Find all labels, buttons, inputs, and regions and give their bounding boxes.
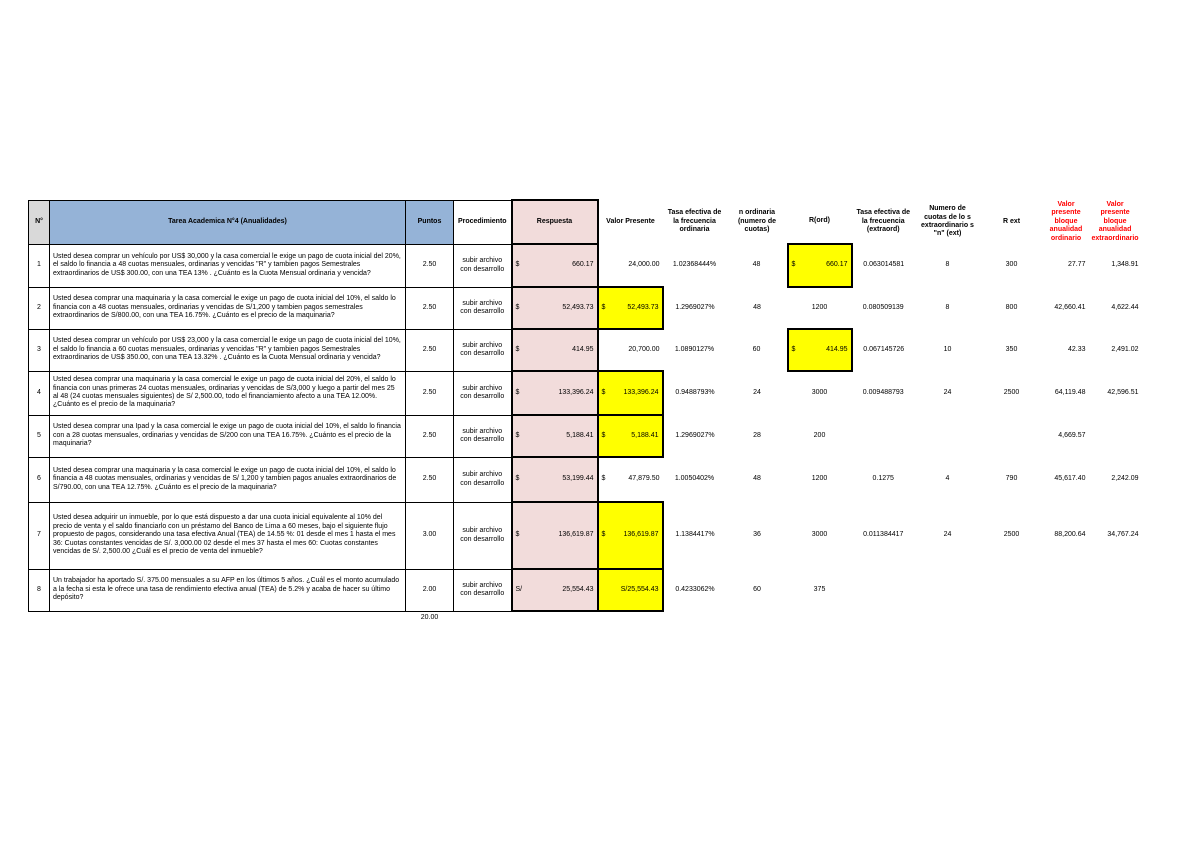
puntos-value: 2.50 [406, 371, 454, 415]
header-valor-presente: Valor Presente [606, 217, 655, 225]
valor-presente-value: 5,188.41 [631, 431, 659, 439]
respuesta-cell[interactable] [512, 329, 598, 371]
respuesta-value: 133,396.24 [558, 388, 594, 396]
table-row [29, 371, 1142, 415]
header-r-ext: R ext [1002, 217, 1021, 225]
valor-presente-value: 136,619.87 [623, 531, 659, 539]
tasa-extra-value: 0.063014581 [863, 261, 905, 269]
puntos-value: 2.50 [406, 329, 454, 371]
valor-presente-cell [598, 457, 663, 502]
r-ord-cell [788, 502, 852, 569]
currency-symbol: $ [601, 388, 606, 396]
r-ord-value: 414.95 [826, 345, 848, 353]
table-row [29, 502, 1142, 569]
header-tasa-ordinaria: Tasa efectiva de la frecuencia ordinaria [667, 209, 722, 234]
table-row [29, 287, 1142, 329]
table-row [29, 457, 1142, 502]
header-n-extra: Numero de cuotas de lo s extraordinario s "n" (ext) [921, 205, 974, 238]
r-ord-cell [788, 287, 852, 329]
row-number: 5 [29, 415, 50, 457]
currency-symbol: $ [601, 303, 606, 311]
currency-symbol: $ [791, 345, 796, 353]
tasa-extra-value: 0.080509139 [862, 303, 904, 311]
n-ordinaria-value: 48 [753, 303, 761, 311]
currency-symbol: $ [601, 475, 606, 483]
valor-presente-cell [598, 502, 663, 569]
r-ext-value: 800 [1005, 303, 1018, 311]
total-puntos: 20.00 [420, 613, 439, 621]
valor-presente-cell [598, 569, 663, 611]
r-ext-value: 2500 [1003, 531, 1020, 539]
vp-extraordinario-value: 1,348.91 [1111, 261, 1139, 269]
vp-extraordinario-value: 42,596.51 [1107, 388, 1139, 396]
currency-symbol: $ [515, 345, 520, 353]
n-ordinaria-value: 48 [752, 261, 761, 269]
n-extra-value: 24 [943, 388, 952, 396]
respuesta-cell[interactable] [512, 415, 598, 457]
vp-extraordinario-value: 34,767.24 [1107, 531, 1139, 539]
tarea-text: Usted desea comprar una maquinaria y la casa comercial le exige un pago de cuota inicial del 20%, el saldo lo financia con unas primeras 24 cuotas mensuales, ordinarias y vencidas de S/3,000 y luego a partir del mes 25 al 48 (24 cuotas mensuales siguientes) de S/ 2,500.00, todo el financiamiento afecto a una TEA 12.00%. ¿Cuánto es el precio de la maquinaria? [50, 371, 406, 415]
tasa-ordinaria-value: 1.02368444% [672, 261, 717, 269]
n-ordinaria-value: 24 [753, 388, 761, 396]
procedimiento-upload[interactable]: subir archivo con desarrollo [454, 371, 512, 415]
n-extra-value [916, 415, 980, 457]
vp-extraordinario-value [1089, 569, 1142, 611]
tarea-text: Usted desea comprar un vehículo por US$ 23,000 y la casa comercial le exige un pago de cuota inicial del 10%, el saldo lo financia a 60 cuotas mensuales, ordinarias y vencidas "R" y tambien pagos Semestrales extraordinarios de US$ 350.00, con una TEA 13.32% . ¿Cuánto es la Cuota Mensual ordinaria y vencida? [50, 329, 406, 371]
respuesta-value: 53,199.44 [562, 475, 594, 483]
header-vp-ordinario: Valor presente bloque anualidad ordinario [1049, 200, 1083, 242]
tasa-ordinaria-value: 0.4233062% [675, 585, 715, 593]
respuesta-cell[interactable] [512, 457, 598, 502]
valor-presente-cell [598, 287, 663, 329]
r-ord-cell [788, 569, 852, 611]
r-ord-value: 200 [813, 431, 826, 439]
puntos-value: 2.50 [406, 244, 454, 287]
n-extra-value: 8 [945, 261, 950, 269]
table-row [29, 244, 1142, 287]
header-puntos: Puntos [406, 200, 454, 244]
tasa-ordinaria-value: 1.2969027% [675, 431, 715, 439]
tasa-extra-value [852, 569, 916, 611]
row-number: 2 [29, 287, 50, 329]
vp-extraordinario-value: 4,622.44 [1111, 303, 1139, 311]
tasa-extra-value [852, 415, 916, 457]
header-vp-extraordinario: Valor presente bloque anualidad extraordinario [1091, 200, 1139, 242]
procedimiento-upload[interactable]: subir archivo con desarrollo [454, 569, 512, 611]
r-ext-value [980, 569, 1044, 611]
n-extra-value: 10 [943, 345, 952, 353]
r-ord-cell [788, 244, 852, 287]
n-ordinaria-value: 48 [753, 475, 761, 483]
r-ord-cell [788, 457, 852, 502]
r-ext-value [980, 415, 1044, 457]
valor-presente-value: 133,396.24 [623, 388, 659, 396]
header-n-ordinaria: n ordinaria (numero de cuotas) [737, 209, 777, 234]
tasa-extra-value: 0.011384417 [863, 531, 904, 539]
tarea-text: Usted desea comprar una Ipad y la casa comercial le exige un pago de cuota inicial del 10%, el saldo lo financia con a 28 cuotas mensuales, ordinarias y vencidas de S/200 con una TEA 16.75%. ¿Cuánto es el precio de la maquinaria? [50, 415, 406, 457]
valor-presente-cell [598, 329, 663, 371]
vp-ordinario-value: 27.77 [1067, 261, 1086, 269]
vp-ordinario-value [1044, 569, 1089, 611]
valor-presente-cell [598, 415, 663, 457]
vp-ordinario-value: 88,200.64 [1054, 531, 1086, 539]
tarea-text: Usted desea comprar una maquinaria y la casa comercial le exige un pago de cuota inicial del 10%, el saldo lo financia a 48 cuotas mensuales, ordinarias y vencidas de S/ 1,200 y tambien pagos anuales extraordinarios de S/790.00, con una TEA 12.75%. ¿Cuánto es el precio de la maquinaria? [50, 457, 406, 502]
currency-symbol: $ [515, 388, 520, 396]
currency-symbol: $ [791, 261, 796, 269]
vp-ordinario-value: 42,660.41 [1054, 303, 1086, 311]
tasa-ordinaria-value: 1.0890127% [674, 345, 715, 353]
valor-presente-value: 20,700.00 [628, 345, 660, 353]
tasa-extra-value: 0.009488793 [862, 388, 904, 396]
respuesta-cell[interactable] [512, 371, 598, 415]
r-ext-value: 350 [1005, 345, 1018, 353]
procedimiento-upload[interactable]: subir archivo con desarrollo [454, 287, 512, 329]
r-ext-value: 2500 [1003, 388, 1020, 396]
tarea-text: Usted desea comprar una maquinaria y la casa comercial le exige un pago de cuota inicial del 10%, el saldo lo financia con a 48 cuotas mensuales, ordinarias y vencidas de S/1,200 y tambien pagos semestrales extraordinarios de S/800.00, con una TEA 16.75%. ¿Cuánto es el precio de la maquinaria? [50, 287, 406, 329]
header-tarea: Tarea Academica N°4 (Anualidades) [50, 200, 406, 244]
header-procedimiento: Procedimiento [454, 200, 512, 244]
respuesta-cell[interactable] [512, 287, 598, 329]
table-row [29, 415, 1142, 457]
n-ordinaria-value: 36 [753, 531, 761, 539]
tarea-text: Usted desea adquirir un inmueble, por lo que está dispuesto a dar una cuota inicial equivalente al 10% del precio de venta y el saldo financiarlo con un préstamo del Banco de Lima a 60 meses, bajo el siguiente flujo propuesto de pagos, considerando una tasa efectiva Anual (TEA) de 14.55 %: 01 desde el mes 1 hasta el mes 36: Cuotas constantes vencidas de S/. 3,000.00 02 desde el mes 37 hasta el mes 60: Cuotas constantes vencidas de S/. 2,500.00 ¿Cuál es el precio de venta del inmueble? [50, 502, 406, 569]
currency-symbol: S/ [515, 585, 523, 593]
table-row [29, 569, 1142, 611]
n-extra-value: 8 [945, 303, 950, 311]
tasa-ordinaria-value: 0.9488793% [675, 388, 715, 396]
vp-ordinario-value: 64,119.48 [1054, 388, 1086, 396]
r-ord-value: 375 [813, 585, 826, 593]
valor-presente-cell [598, 244, 663, 287]
respuesta-cell[interactable] [512, 502, 598, 569]
currency-symbol: $ [515, 261, 520, 269]
procedimiento-upload[interactable]: subir archivo con desarrollo [454, 457, 512, 502]
r-ord-cell [788, 415, 852, 457]
row-number: 7 [29, 502, 50, 569]
r-ord-value: 3000 [811, 389, 828, 397]
r-ord-value: 660.17 [826, 261, 848, 269]
row-number: 6 [29, 457, 50, 502]
valor-presente-value: 47,879.50 [628, 475, 660, 483]
n-ordinaria-value: 28 [753, 431, 761, 439]
vp-ordinario-value: 45,617.40 [1054, 475, 1086, 483]
currency-symbol: $ [515, 531, 520, 539]
n-ordinaria-value: 60 [752, 345, 761, 353]
row-number: 4 [29, 371, 50, 415]
currency-symbol: $ [601, 431, 606, 439]
puntos-value: 2.50 [406, 457, 454, 502]
r-ord-value: 1200 [811, 303, 828, 311]
r-ext-value: 300 [1005, 261, 1018, 269]
n-extra-value: 24 [943, 531, 952, 539]
tarea-text: Un trabajador ha aportado S/. 375.00 mensuales a su AFP en los últimos 5 años. ¿Cuál es el monto acumulado a la fecha si esta le ofrece una tasa de rendimiento efectiva anual (TEA) de 5.2% y acaba de hacer su último depósito? [50, 569, 406, 611]
row-number: 1 [29, 244, 50, 287]
valor-presente-cell [598, 371, 663, 415]
respuesta-cell[interactable] [512, 569, 598, 611]
procedimiento-upload[interactable]: subir archivo con desarrollo [454, 502, 512, 569]
respuesta-value: 25,554.43 [562, 585, 594, 593]
r-ord-value: 1200 [811, 475, 828, 483]
puntos-value: 2.50 [406, 287, 454, 329]
header-n: N° [29, 200, 50, 244]
header-r-ord: R(ord) [809, 217, 830, 225]
header-row [29, 200, 1142, 244]
vp-ordinario-value: 42.33 [1067, 345, 1086, 353]
vp-extraordinario-value: 2,242.09 [1111, 475, 1139, 483]
row-number: 8 [29, 569, 50, 611]
tasa-extra-value: 0.067145726 [863, 345, 905, 353]
respuesta-cell[interactable] [512, 244, 598, 287]
vp-extraordinario-value [1089, 415, 1142, 457]
respuesta-value: 52,493.73 [562, 303, 594, 311]
puntos-value: 3.00 [406, 502, 454, 569]
tasa-ordinaria-value: 1.1384417% [675, 531, 715, 539]
vp-ordinario-value: 4,669.57 [1058, 431, 1086, 439]
respuesta-value: 5,188.41 [566, 431, 594, 439]
vp-extraordinario-value: 2,491.02 [1111, 345, 1139, 353]
r-ord-cell [788, 371, 852, 415]
r-ord-value: 3000 [811, 531, 828, 539]
r-ext-value: 790 [1005, 475, 1018, 483]
header-respuesta: Respuesta [512, 200, 598, 244]
currency-symbol: $ [515, 431, 520, 439]
valor-presente-value: S/25,554.43 [620, 585, 659, 593]
row-number: 3 [29, 329, 50, 371]
respuesta-value: 136,619.87 [558, 531, 594, 539]
r-ord-cell [788, 329, 852, 371]
respuesta-value: 660.17 [572, 261, 594, 269]
procedimiento-upload[interactable]: subir archivo con desarrollo [454, 244, 512, 287]
respuesta-value: 414.95 [572, 345, 594, 353]
n-ordinaria-value: 60 [753, 585, 761, 593]
table-row [29, 329, 1142, 371]
procedimiento-upload[interactable]: subir archivo con desarrollo [454, 415, 512, 457]
total-row [29, 611, 1142, 624]
tarea-text: Usted desea comprar un vehículo por US$ 30,000 y la casa comercial le exige un pago de cuota inicial del 20%, el saldo lo financia a 48 cuotas mensuales, ordinarias y vencidas "R" y tambien pagos Semestrales extraordinarios de US$ 300.00, con una TEA 13% . ¿Cuánto es la Cuota Mensual ordinaria y vencida? [50, 244, 406, 287]
currency-symbol: $ [601, 531, 606, 539]
n-extra-value: 4 [945, 475, 950, 483]
header-tasa-extra: Tasa efectiva de la frecuencia (extraord) [856, 209, 911, 234]
valor-presente-value: 52,493.73 [627, 303, 659, 311]
currency-symbol: $ [515, 475, 520, 483]
tasa-extra-value: 0.1275 [872, 475, 894, 483]
n-extra-value [916, 569, 980, 611]
anualidades-sheet [28, 199, 1143, 624]
puntos-value: 2.00 [406, 569, 454, 611]
tasa-ordinaria-value: 1.2969027% [675, 303, 715, 311]
procedimiento-upload[interactable]: subir archivo con desarrollo [454, 329, 512, 371]
valor-presente-value: 24,000.00 [628, 260, 660, 268]
puntos-value: 2.50 [406, 415, 454, 457]
currency-symbol: $ [515, 303, 520, 311]
tasa-ordinaria-value: 1.0050402% [674, 475, 715, 483]
